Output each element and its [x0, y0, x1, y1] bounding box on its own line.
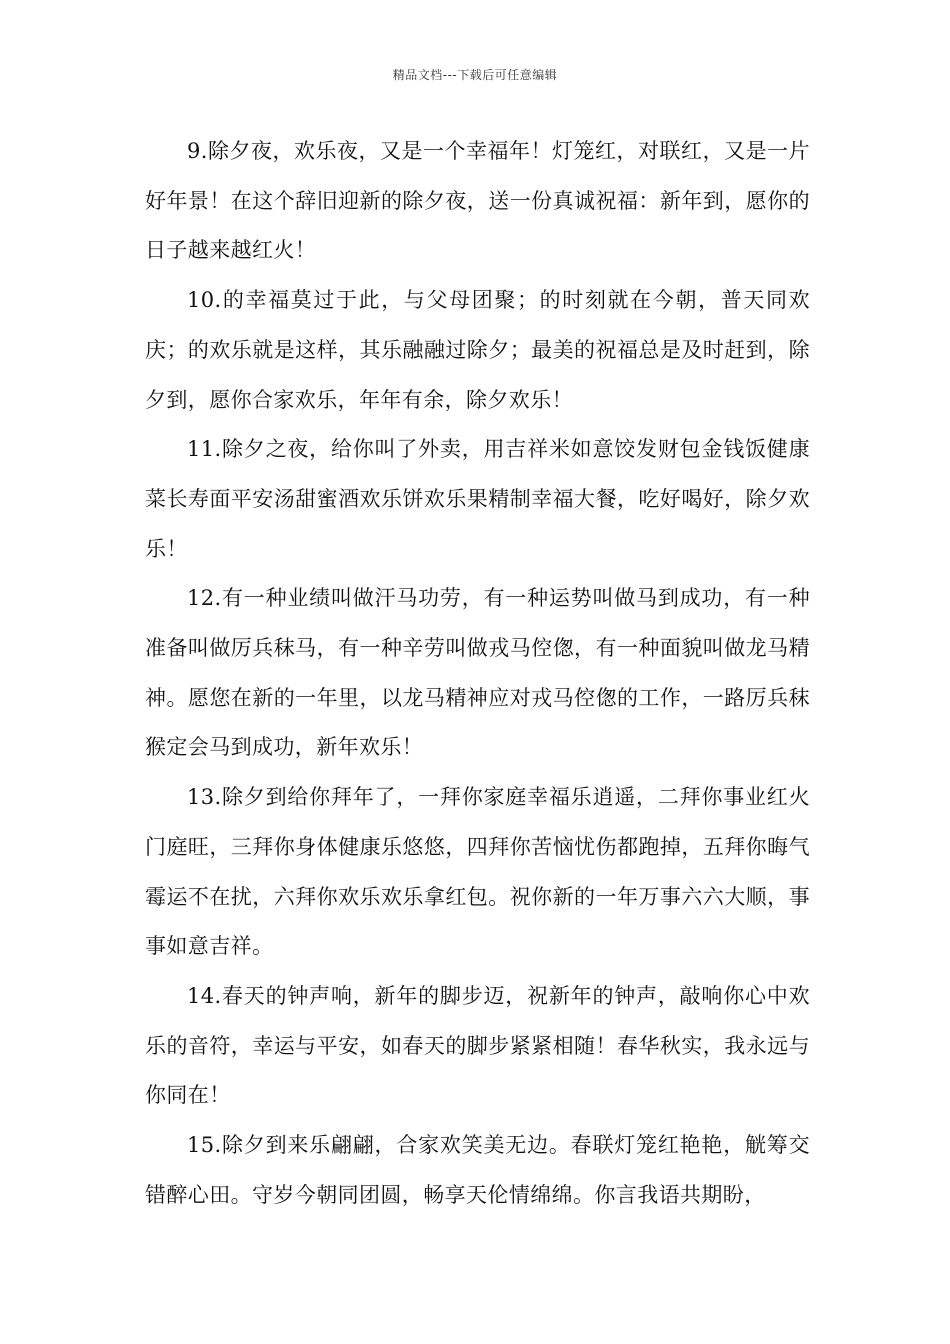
paragraph-14: 14.春天的钟声响，新年的脚步迈，祝新年的钟声，敲响你心中欢乐的音符，幸运与平安，如春天的脚步紧紧相随！春华秋实，我永远与你同在！ [145, 983, 810, 1108]
paragraph-12: 12.有一种业绩叫做汗马功劳，有一种运势叫做马到成功，有一种准备叫做厉兵秣马，有一种辛劳叫做戎马倥偬，有一种面貌叫做龙马精神。愿您在新的一年里，以龙马精神应对戎马倥偬的工作，一路厉兵秣猴定会马到成功，新年欢乐！ [145, 586, 810, 760]
paragraph-13: 13.除夕到给你拜年了，一拜你家庭幸福乐逍遥，二拜你事业红火门庭旺，三拜你身体健康乐悠悠，四拜你苦恼忧伤都跑掉，五拜你晦气霉运不在扰，六拜你欢乐欢乐拿红包。祝你新的一年万事六六大顺，事事如意吉祥。 [145, 785, 810, 959]
paragraph-10: 10.的幸福莫过于此，与父母团聚；的时刻就在今朝，普天同欢庆；的欢乐就是这样，其乐融融过除夕；最美的祝福总是及时赶到，除夕到，愿你合家欢乐，年年有余，除夕欢乐！ [145, 288, 810, 412]
page-header: 精品文档---下载后可任意编辑 [392, 68, 558, 82]
paragraph-15: 15.除夕到来乐翩翩，合家欢笑美无边。春联灯笼红艳艳，觥筹交错醉心田。守岁今朝同团圆，畅享天伦情绵绵。你言我语共期盼， [145, 1133, 810, 1207]
document-body [145, 127, 810, 1220]
paragraph-9: 9.除夕夜，欢乐夜，又是一个幸福年！灯笼红，对联红，又是一片好年景！在这个辞旧迎新的除夕夜，送一份真诚祝福：新年到，愿你的日子越来越红火！ [145, 139, 810, 263]
paragraph-11: 11.除夕之夜，给你叫了外卖，用吉祥米如意饺发财包金钱饭健康菜长寿面平安汤甜蜜酒欢乐饼欢乐果精制幸福大餐，吃好喝好，除夕欢乐！ [145, 437, 810, 561]
